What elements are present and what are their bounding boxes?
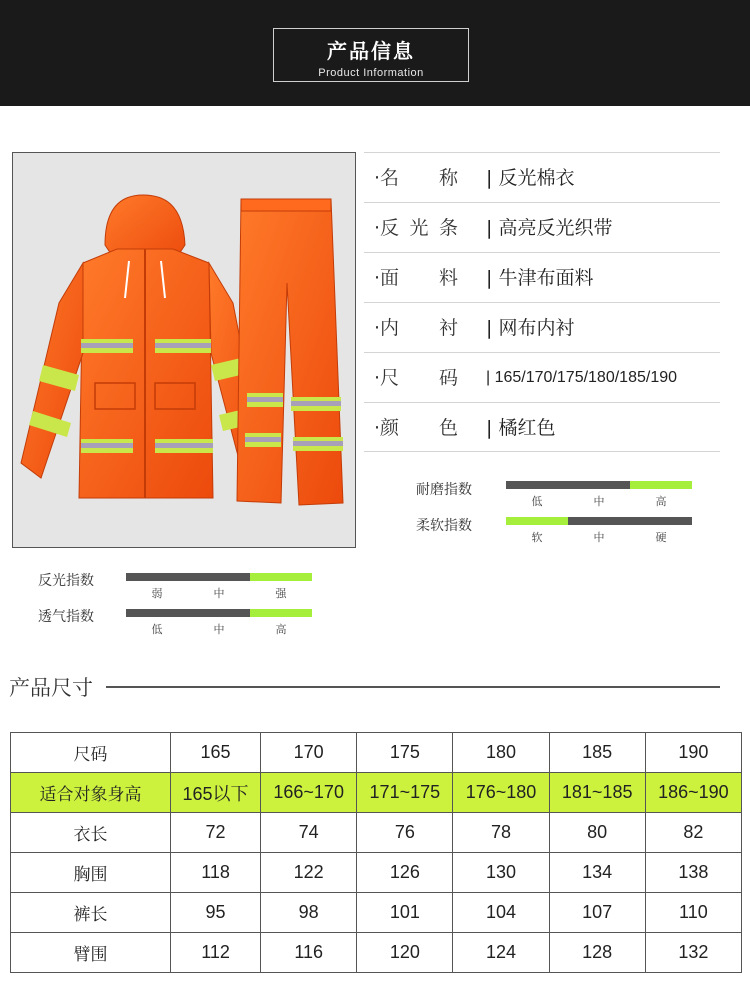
table-cell: 165以下: [171, 773, 261, 813]
table-cell: 181~185: [549, 773, 645, 813]
gauge-tick: 硬: [655, 531, 667, 544]
gauge-tick: 低: [531, 495, 543, 508]
table-cell: 171~175: [357, 773, 453, 813]
page-title: 产品信息: [327, 39, 415, 63]
table-cell: 132: [645, 933, 741, 973]
table-cell: 134: [549, 853, 645, 893]
table-cell: 72: [171, 813, 261, 853]
spec-value: | 165/170/175/180/185/190: [486, 369, 678, 386]
table-cell: 185: [549, 733, 645, 773]
gauge-fill: [506, 517, 568, 525]
row-label: 胸围: [11, 853, 171, 893]
reflect-gauge: [38, 570, 318, 604]
table-cell: 180: [453, 733, 549, 773]
table-cell: 190: [645, 733, 741, 773]
gauge-ticks: [506, 493, 692, 507]
gauge-tick: 中: [213, 587, 225, 600]
table-cell: 112: [171, 933, 261, 973]
gauge-tick: 高: [655, 495, 667, 508]
table-row: [11, 933, 742, 973]
table-cell: 126: [357, 853, 453, 893]
title-box: [273, 28, 469, 82]
table-cell: 104: [453, 893, 549, 933]
table-cell: 138: [645, 853, 741, 893]
table-row: [11, 733, 742, 773]
gauge-label: 耐磨指数: [416, 482, 472, 498]
spec-label: ·反光条: [374, 217, 459, 239]
gauge-tick: 低: [151, 623, 163, 636]
table-cell: 98: [261, 893, 357, 933]
section-divider: [106, 686, 720, 688]
row-label: 衣长: [11, 813, 171, 853]
gauge-tick: 中: [593, 495, 605, 508]
gauge-ticks: [126, 621, 312, 635]
spec-list: [364, 152, 720, 452]
product-photo: [12, 152, 356, 548]
table-cell: 76: [357, 813, 453, 853]
gauge-tick: 强: [275, 587, 287, 600]
table-cell: 176~180: [453, 773, 549, 813]
row-label: 臂围: [11, 933, 171, 973]
spec-label: ·颜色: [374, 417, 459, 439]
spec-label: ·面料: [374, 267, 459, 289]
gauge-ticks: [126, 585, 312, 599]
spec-value: | 橘红色: [486, 417, 556, 439]
spec-value: | 牛津布面料: [486, 267, 594, 289]
size-table: [10, 732, 742, 973]
table-row: [11, 853, 742, 893]
table-cell: 130: [453, 853, 549, 893]
table-cell: 122: [261, 853, 357, 893]
table-cell: 175: [357, 733, 453, 773]
spec-row: [364, 402, 720, 452]
raincoat-illustration: [13, 153, 355, 547]
table-cell: 82: [645, 813, 741, 853]
table-cell: 124: [453, 933, 549, 973]
spec-label: ·内衬: [374, 317, 459, 339]
breath-gauge: [38, 606, 318, 640]
gauge-fill: [630, 481, 692, 489]
row-label: 裤长: [11, 893, 171, 933]
gauge-track: [126, 573, 312, 581]
spec-label: ·尺码: [374, 367, 459, 389]
table-cell: 128: [549, 933, 645, 973]
spec-row: [364, 152, 720, 202]
page-subtitle: Product Information: [318, 67, 424, 79]
table-row: [11, 813, 742, 853]
gauge-tick: 软: [531, 531, 543, 544]
row-label: 尺码: [11, 733, 171, 773]
table-cell: 107: [549, 893, 645, 933]
table-cell: 186~190: [645, 773, 741, 813]
gauge-label: 透气指数: [38, 609, 94, 625]
table-cell: 165: [171, 733, 261, 773]
gauge-label: 柔软指数: [416, 518, 472, 534]
table-row: [11, 773, 742, 813]
table-cell: 120: [357, 933, 453, 973]
gauge-track: [506, 517, 692, 525]
gauge-tick: 中: [593, 531, 605, 544]
table-cell: 95: [171, 893, 261, 933]
gauge-fill: [250, 573, 312, 581]
soft-gauge: [416, 515, 696, 549]
gauge-fill: [250, 609, 312, 617]
table-cell: 80: [549, 813, 645, 853]
trousers-shape: [237, 199, 343, 505]
table-cell: 170: [261, 733, 357, 773]
wear-gauge: [416, 479, 696, 513]
table-cell: 118: [171, 853, 261, 893]
gauge-track: [126, 609, 312, 617]
table-cell: 166~170: [261, 773, 357, 813]
gauge-tick: 中: [213, 623, 225, 636]
spec-row: [364, 302, 720, 352]
spec-row: [364, 252, 720, 302]
header-banner: [0, 0, 750, 106]
spec-row: [364, 352, 720, 402]
size-section-title: 产品尺寸: [9, 676, 93, 700]
table-cell: 78: [453, 813, 549, 853]
table-cell: 74: [261, 813, 357, 853]
table-cell: 116: [261, 933, 357, 973]
spec-label: ·名称: [374, 167, 459, 189]
spec-value: | 网布内衬: [486, 317, 575, 339]
spec-row: [364, 202, 720, 252]
row-label: 适合对象身高: [11, 773, 171, 813]
spec-value: | 高亮反光织带: [486, 217, 613, 239]
gauge-tick: 高: [275, 623, 287, 636]
gauge-label: 反光指数: [38, 573, 94, 589]
jacket-shape: [21, 195, 263, 498]
gauge-tick: 弱: [151, 587, 163, 600]
gauge-ticks: [506, 529, 692, 543]
table-cell: 101: [357, 893, 453, 933]
spec-value: | 反光棉衣: [486, 167, 575, 189]
table-row: [11, 893, 742, 933]
gauge-track: [506, 481, 692, 489]
table-cell: 110: [645, 893, 741, 933]
